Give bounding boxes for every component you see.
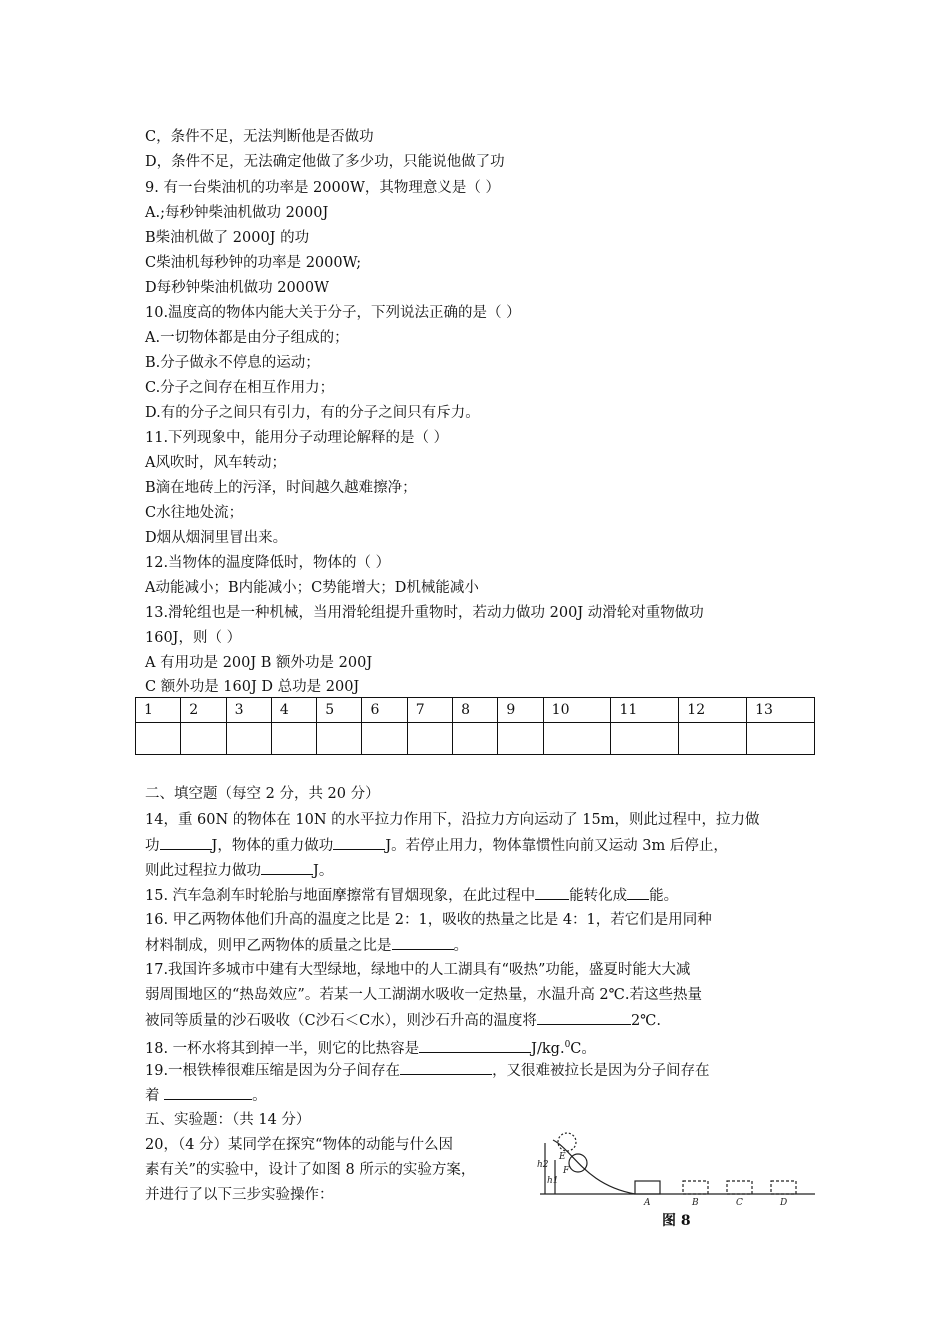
q9-option-c: C柴油机每秒钟的功率是 2000W; xyxy=(145,255,362,271)
question-20-line2: 素有关”的实验中，设计了如图 8 所示的实验方案， xyxy=(145,1162,476,1178)
answer-cell[interactable] xyxy=(611,723,679,755)
q16-blank[interactable] xyxy=(392,935,454,950)
q10-option-a: A.一切物体都是由分子组成的； xyxy=(145,330,349,346)
answer-table-header: 6 xyxy=(362,698,407,723)
question-14-line3: 则此过程拉力做功 J。 xyxy=(145,860,333,881)
answer-cell[interactable] xyxy=(453,723,498,755)
answer-table xyxy=(135,697,815,755)
q18-blank[interactable] xyxy=(419,1038,531,1053)
answer-cell[interactable] xyxy=(271,723,316,755)
section-5-heading: 五、实验题：（共 14 分） xyxy=(145,1112,311,1128)
label-f: F xyxy=(563,1166,570,1176)
question-9: 9. 有一台柴油机的功率是 2000W，其物理意义是（ ） xyxy=(145,180,500,196)
box-d xyxy=(771,1181,796,1194)
box-c xyxy=(727,1181,752,1194)
answer-table-header: 10 xyxy=(543,698,611,723)
q13-options-cd: C 额外功是 160J D 总功是 200J xyxy=(145,679,360,695)
q11-option-d: D烟从烟洞里冒出来。 xyxy=(145,530,288,546)
answer-table-header: 12 xyxy=(679,698,747,723)
q15-blank-1[interactable] xyxy=(535,885,569,900)
question-17-line1: 17.我国许多城市中建有大型绿地，绿地中的人工湖具有“吸热”功能，盛夏时能大大减 xyxy=(145,962,691,978)
question-12: 12.当物体的温度降低时，物体的（ ） xyxy=(145,555,391,571)
question-18: 18. 一杯水将其到掉一半，则它的比热容是 J/kg.$^0$C。 xyxy=(145,1035,596,1059)
question-17-line3: 被同等质量的沙石吸收（C沙石＜C水），则沙石升高的温度将 2℃. xyxy=(145,1010,661,1031)
answer-cell[interactable] xyxy=(498,723,543,755)
answer-cell[interactable] xyxy=(181,723,226,755)
question-16-line2: 材料制成，则甲乙两物体的质量之比是 。 xyxy=(145,935,468,956)
question-19-line2: 着 。 xyxy=(145,1085,267,1106)
answer-cell[interactable] xyxy=(747,723,815,755)
question-19-line1: 19.一根铁棒很难压缩是因为分子间存在 ，又很难被拉长是因为分子间存在 xyxy=(145,1060,710,1081)
q10-option-c: C.分子之间存在相互作用力； xyxy=(145,380,335,396)
q9-option-b: B柴油机做了 2000J 的功 xyxy=(145,230,310,246)
q9-option-d: D每秒钟柴油机做功 2000W xyxy=(145,280,330,296)
answer-cell[interactable] xyxy=(679,723,747,755)
answer-cell[interactable] xyxy=(362,723,407,755)
answer-cell[interactable] xyxy=(136,723,181,755)
q11-option-b: B滴在地砖上的污泽，时间越久越难擦净； xyxy=(145,480,417,496)
answer-cell[interactable] xyxy=(543,723,611,755)
question-16-line1: 16. 甲乙两物体他们升高的温度之比是 2：1，吸收的热量之比是 4：1，若它们是用同种 xyxy=(145,912,712,928)
label-h1: h1 xyxy=(547,1176,559,1186)
answer-table-header: 11 xyxy=(611,698,679,723)
question-20-line3: 并进行了以下三步实验操作： xyxy=(145,1187,334,1203)
q19-blank-1[interactable] xyxy=(400,1060,492,1075)
box-a xyxy=(635,1181,660,1194)
box-b xyxy=(683,1181,708,1194)
label-d: D xyxy=(780,1198,788,1208)
answer-table-header: 2 xyxy=(181,698,226,723)
answer-table-header: 4 xyxy=(271,698,316,723)
q8-option-c: C，条件不足，无法判断他是否做功 xyxy=(145,129,374,145)
figure-8-caption: 图 8 xyxy=(662,1213,691,1229)
ball-e-dashed xyxy=(558,1133,576,1151)
q15-blank-2[interactable] xyxy=(627,885,649,900)
question-10: 10.温度高的物体内能大关于分子，下列说法正确的是（ ） xyxy=(145,305,521,321)
question-17-line2: 弱周围地区的“热岛效应”。若某一人工湖湖水吸收一定热量，水温升高 2℃.若这些热量 xyxy=(145,987,702,1003)
question-14-line2: 功 J，物体的重力做功 J。若停止用力，物体靠惯性向前又运动 3m 后停止， xyxy=(145,835,728,856)
q14-blank-2[interactable] xyxy=(333,835,385,850)
answer-table-header-row xyxy=(136,698,815,723)
q10-option-d: D.有的分子之间只有引力，有的分子之间只有斥力。 xyxy=(145,405,480,421)
q10-option-b: B.分子做永不停息的运动； xyxy=(145,355,320,371)
label-b: B xyxy=(692,1198,699,1208)
answer-cell[interactable] xyxy=(407,723,452,755)
q14-blank-3[interactable] xyxy=(261,860,313,875)
q19-blank-2[interactable] xyxy=(164,1085,252,1100)
answer-cell[interactable] xyxy=(317,723,362,755)
label-a: A xyxy=(644,1198,651,1208)
answer-table-header: 1 xyxy=(136,698,181,723)
label-c: C xyxy=(736,1198,743,1208)
q11-option-c: C水往地处流； xyxy=(145,505,244,521)
answer-table-answer-row xyxy=(136,723,815,755)
label-e: E xyxy=(559,1152,566,1162)
answer-table-header: 8 xyxy=(453,698,498,723)
question-11: 11.下列现象中，能用分子动理论解释的是（ ） xyxy=(145,430,449,446)
q12-options: A动能减小；B内能减小；C势能增大；D机械能减小 xyxy=(145,580,479,596)
section-2-heading: 二、填空题（每空 2 分，共 20 分） xyxy=(145,786,380,802)
question-20-line1: 20，（4 分）某同学在探究“物体的动能与什么因 xyxy=(145,1137,453,1153)
q9-option-a: A.;每秒钟柴油机做功 2000J xyxy=(145,205,329,221)
answer-table-header: 13 xyxy=(747,698,815,723)
q11-option-a: A风吹时，风车转动； xyxy=(145,455,286,471)
label-h2: h2 xyxy=(537,1160,549,1170)
question-15: 15. 汽车急刹车时轮胎与地面摩擦常有冒烟现象，在此过程中 能转化成 能。 xyxy=(145,885,678,906)
answer-table-header: 9 xyxy=(498,698,543,723)
question-14-line1: 14，重 60N 的物体在 10N 的水平拉力作用下，沿拉力方向运动了 15m，则此过程中，拉力做 xyxy=(145,812,760,828)
question-13-line2: 160J，则（ ） xyxy=(145,630,242,646)
q14-blank-1[interactable] xyxy=(160,835,212,850)
q17-blank[interactable] xyxy=(537,1010,631,1025)
answer-table-header: 7 xyxy=(407,698,452,723)
answer-table-header: 5 xyxy=(317,698,362,723)
q8-option-d: D，条件不足，无法确定他做了多少功，只能说他做了功 xyxy=(145,154,505,170)
question-13-line1: 13.滑轮组也是一种机械，当用滑轮组提升重物时，若动力做功 200J 动滑轮对重物做功 xyxy=(145,605,704,621)
q13-options-ab: A 有用功是 200J B 额外功是 200J xyxy=(145,655,373,671)
answer-table-header: 3 xyxy=(226,698,271,723)
answer-cell[interactable] xyxy=(226,723,271,755)
